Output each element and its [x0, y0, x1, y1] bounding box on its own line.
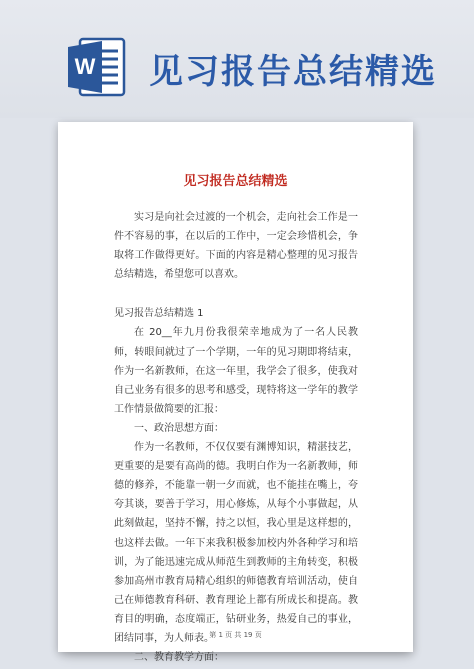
- document-title: 见习报告总结精选: [183, 174, 288, 189]
- intro-paragraph: 实习是向社会过渡的一个机会，走向社会工作是一件不容易的事，在以后的工作中，一定会珍惜机会，争取将工作做得更好。下面的内容是精心整理的见习报告总结精选，希望您可以喜欢。: [114, 212, 358, 281]
- document-body: [114, 208, 358, 667]
- banner-header: [0, 0, 474, 118]
- svg-text:W: W: [74, 54, 96, 79]
- heading-teaching: 二、教育教学方面：: [134, 652, 224, 664]
- section-title: 见习报告总结精选 1: [114, 308, 204, 320]
- page-number: 第 1 页 共 19 页: [209, 631, 262, 639]
- paragraph-gap: [114, 284, 358, 304]
- heading-political: 一、政治思想方面：: [134, 422, 224, 434]
- word-document-icon: [66, 36, 128, 98]
- body-paragraph-1: 在 20__年九月份我很荣幸地成为了一名人民教师，转眼间就过了一个学期，一年的见习期即将结束，作为一名新教师，在这一年里，我学会了很多，使我对自己业务有很多的思考和感受，现特将这一学年的教学工作情景做简要的汇报：: [114, 327, 358, 415]
- body-paragraph-2: 作为一名教师，不仅仅要有渊博知识，精湛技艺，更重要的是要有高尚的德。我明白作为一名新教师，师德的修养，不能靠一朝一夕而就，也不能挂在嘴上，夸夸其谈，要善于学习，用心修炼，从每个小事做起，从此刻做起，坚持不懈，持之以恒，我心里是这样想的，也这样去做。一年下来我积极参加校内外各种学习和培训，为了能迅速完成从师范生到教师的主角转变，积极参加高州市教育局精心组织的师德教育培训活动，使自己在师德教育科研、教育理论上都有所成长和提高。教育目的明确，态度端正，钻研业务，热爱自己的事业，团结同事，为人师表。: [114, 442, 358, 644]
- banner-title: 见习报告总结精选: [149, 52, 437, 92]
- document-page: [58, 122, 413, 664]
